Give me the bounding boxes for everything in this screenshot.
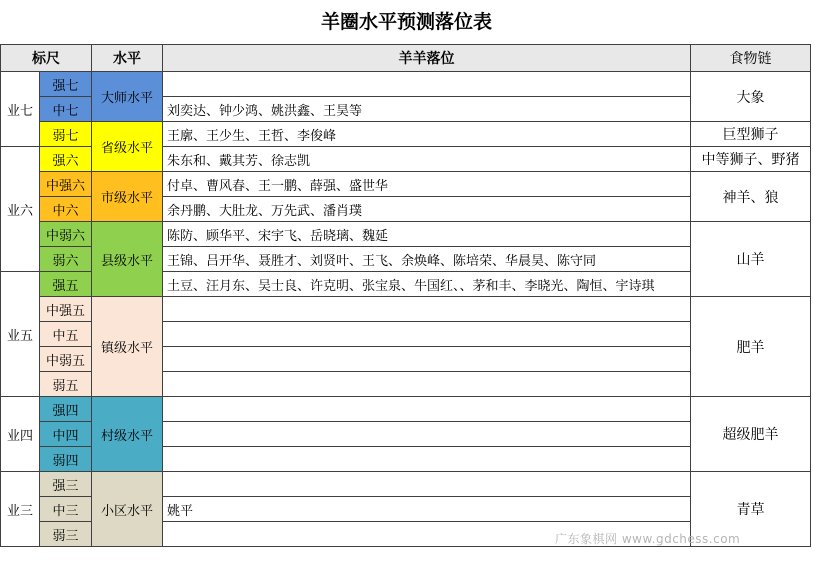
names-cell: 陈防、顾华平、宋宇飞、岳晓璃、魏延 [163, 222, 691, 247]
food-label: 大象 [691, 72, 811, 122]
sub-label: 强六 [40, 147, 92, 172]
sub-label: 中五 [40, 322, 92, 347]
names-cell: 刘奕达、钟少鸿、姚洪鑫、王昊等 [163, 97, 691, 122]
level-label: 镇级水平 [92, 297, 163, 397]
table-row [1, 397, 811, 422]
food-label: 中等狮子、野猪 [691, 147, 811, 172]
sub-label: 弱五 [40, 372, 92, 397]
sub-label: 强五 [40, 272, 92, 297]
names-cell: 王廓、王少生、王哲、李俊峰 [163, 122, 691, 147]
names-cell [163, 397, 691, 422]
ye-label: 业五 [1, 272, 40, 397]
table-row [1, 297, 811, 322]
sub-label: 强七 [40, 72, 92, 97]
names-cell [163, 347, 691, 372]
header-row [1, 45, 811, 72]
names-cell [163, 322, 691, 347]
table-row [1, 172, 811, 197]
names-cell: 余丹鹏、大肚龙、万先武、潘肖璞 [163, 197, 691, 222]
sub-label: 中七 [40, 97, 92, 122]
header-biaochi: 标尺 [1, 45, 92, 72]
sub-label: 中六 [40, 197, 92, 222]
header-shiwulian: 食物链 [691, 45, 811, 72]
placement-table [0, 44, 811, 547]
sub-label: 中弱六 [40, 222, 92, 247]
names-cell: 姚平 [163, 497, 691, 522]
level-label: 省级水平 [92, 122, 163, 172]
food-label: 神羊、狼 [691, 172, 811, 222]
names-cell [163, 372, 691, 397]
names-cell: 付卓、曹风春、王一鹏、薛强、盛世华 [163, 172, 691, 197]
header-shuiping: 水平 [92, 45, 163, 72]
sub-label: 中三 [40, 497, 92, 522]
names-cell [163, 472, 691, 497]
food-label: 青草 [691, 472, 811, 547]
names-cell: 王锦、吕开华、聂胜才、刘贤叶、王飞、余焕峰、陈培荣、华晨昊、陈守同 [163, 247, 691, 272]
sub-label: 弱三 [40, 522, 92, 547]
sub-label: 中强六 [40, 172, 92, 197]
names-cell [163, 72, 691, 97]
food-label: 肥羊 [691, 297, 811, 397]
table-row [1, 222, 811, 247]
sub-label: 中强五 [40, 297, 92, 322]
sub-label: 强四 [40, 397, 92, 422]
ye-label: 业三 [1, 472, 40, 547]
page-title: 羊圈水平预测落位表 [320, 11, 492, 33]
names-cell [163, 447, 691, 472]
sub-label: 弱七 [40, 122, 92, 147]
watermark: 广东象棋网 www.gdchess.com [555, 532, 741, 546]
names-cell: 土豆、汪月东、吴士良、许克明、张宝泉、牛国红、、茅和丰、李晓光、陶恒、宇诗琪 [163, 272, 691, 297]
ye-label: 业六 [1, 147, 40, 272]
table-row [1, 72, 811, 97]
ye-label: 业七 [1, 72, 40, 147]
names-cell [163, 422, 691, 447]
header-luowei: 羊羊落位 [163, 45, 691, 72]
level-label: 市级水平 [92, 172, 163, 222]
sub-label: 强三 [40, 472, 92, 497]
level-label: 村级水平 [92, 397, 163, 472]
sub-label: 中弱五 [40, 347, 92, 372]
level-label: 小区水平 [92, 472, 163, 547]
names-cell: 朱东和、戴其芳、徐志凯 [163, 147, 691, 172]
sub-label: 中四 [40, 422, 92, 447]
sub-label: 弱六 [40, 247, 92, 272]
level-label: 大师水平 [92, 72, 163, 122]
food-label: 山羊 [691, 222, 811, 297]
names-cell [163, 297, 691, 322]
food-label: 巨型狮子 [691, 122, 811, 147]
table-row [1, 472, 811, 497]
table-row [1, 122, 811, 147]
sub-label: 弱四 [40, 447, 92, 472]
food-label: 超级肥羊 [691, 397, 811, 472]
ye-label: 业四 [1, 397, 40, 472]
level-label: 县级水平 [92, 222, 163, 297]
